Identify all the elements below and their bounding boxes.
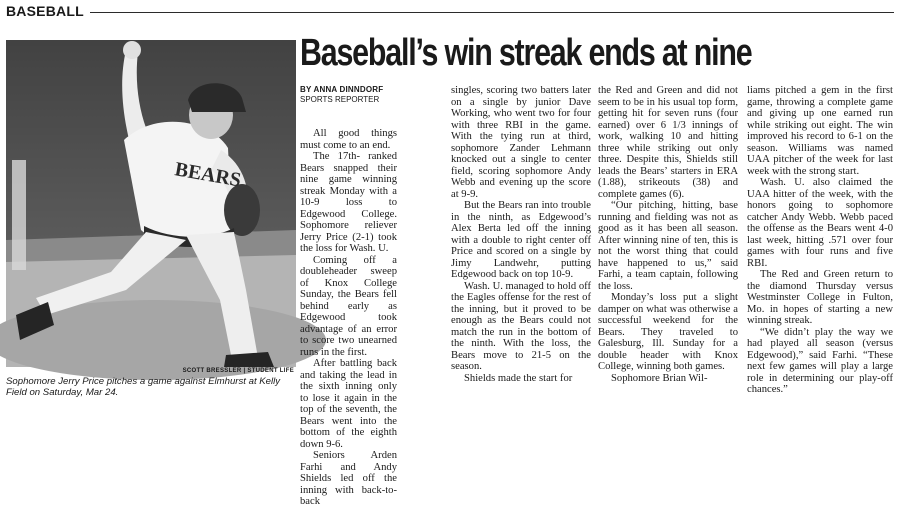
pitcher-photo-illustration — [6, 40, 296, 367]
photo-credit: SCOTT BRESSLER | STUDENT LIFE — [182, 368, 294, 374]
paragraph: All good things must come to an end. — [300, 128, 397, 151]
paragraph: But the Bears ran into trouble in the ninth, as Edgewood’s Alex Berta led off the inning with a double to right center off Price and scored on a single by Jimy Landwehr, putting Edgewood back on top 10-9. — [451, 200, 591, 280]
paragraph: “We didn’t play the way we had played all season (versus Edgewood),” said Farhi. “These next few games will play a large role in determining our play-off chances.” — [747, 326, 893, 395]
article-column-1 — [300, 85, 397, 508]
article-headline: Baseball’s win streak ends at nine — [300, 32, 752, 74]
paragraph: The Red and Green return to the diamond Thursday versus Westminster College in Fulton, Mo. in hopes of starting a new winning streak. — [747, 269, 893, 326]
paragraph: singles, scoring two batters later on a single by junior Dave Working, who went two for four with three RBI in the game. With the tying run at third, sophomore Zander Lehmann knocked out a single to center field, scoring sophomore Andy Webb and evening up the score at 9-9. — [451, 85, 591, 200]
paragraph: Coming off a doubleheader sweep of Knox College Sunday, the Bears fell behind early as Edgewood took advantage of an error to score two unearned runs in the first. — [300, 254, 397, 358]
paragraph: Wash. U. also claimed the UAA hitter of the week, with the honors going to sophomore catcher Andy Webb. Webb paced the offense as the Bears went 4-0 last week, hitting .571 over four games with four runs and five RBI. — [747, 177, 893, 269]
paragraph: the Red and Green and did not seem to be in his usual top form, getting hit for seven runs (four earned) over 6 1/3 innings of work, walking 10 and hitting three while striking out only three. Despite this, Shields still leads the Bears’ starters in ERA (1.88), strikeouts (38) and complete games (6). — [598, 85, 738, 200]
paragraph: liams pitched a gem in the first game, throwing a complete game and giving up one earned run while striking out eight. The win improved his record to 6-1 on the season. Williams was named UAA pitcher of the week for last week with the strong start. — [747, 85, 893, 177]
article-column-2 — [451, 85, 591, 384]
article-photo — [6, 40, 296, 367]
section-header — [6, 2, 894, 22]
article-column-3 — [598, 85, 738, 384]
paragraph: Wash. U. managed to hold off the Eagles offense for the rest of the inning, but it proved to be enough as the Bears could not match the run in the bottom of the ninth. With the loss, the Bears move to 21-5 on the season. — [451, 280, 591, 372]
paragraph: “Our pitching, hitting, base running and fielding was not as good as it has been all season. After winning nine of ten, this is not the worst thing that could have happened to us,” said Farhi, a team captain, following the loss. — [598, 200, 738, 292]
paragraph: Sophomore Brian Wil- — [611, 372, 708, 384]
jersey-lettering: BEARS — [173, 158, 243, 192]
article-column-4 — [747, 85, 893, 396]
paragraph: Shields made the start for — [464, 372, 573, 384]
paragraph: The 17th- ranked Bears snapped their nine game winning streak Monday with a 10-9 loss to Edgewood College. Sophomore reliever Jerry Price (2-1) took the loss for Wash. U. — [300, 151, 397, 254]
byline-role: SPORTS REPORTER — [300, 95, 380, 104]
photo-caption: Sophomore Jerry Price pitches a game against Elmhurst at Kelly Field on Saturday, Mar 24. — [6, 376, 281, 398]
section-divider — [90, 12, 894, 13]
byline-author: BY ANNA DINNDORF — [300, 85, 384, 94]
paragraph: Seniors Arden Farhi and Andy Shields led off the inning with back-to-back — [300, 450, 397, 507]
paragraph: After battling back and taking the lead in the sixth inning only to lose it again in the top of the seventh, the Bears went into the bottom of the eighth down 9-6. — [300, 358, 397, 450]
section-label: BASEBALL — [6, 3, 84, 19]
paragraph: Monday’s loss put a slight damper on what was otherwise a successful weekend for the Bears. They traveled to Galesburg, Ill. Sunday for a double header with Knox College, winning both games. — [598, 292, 738, 372]
